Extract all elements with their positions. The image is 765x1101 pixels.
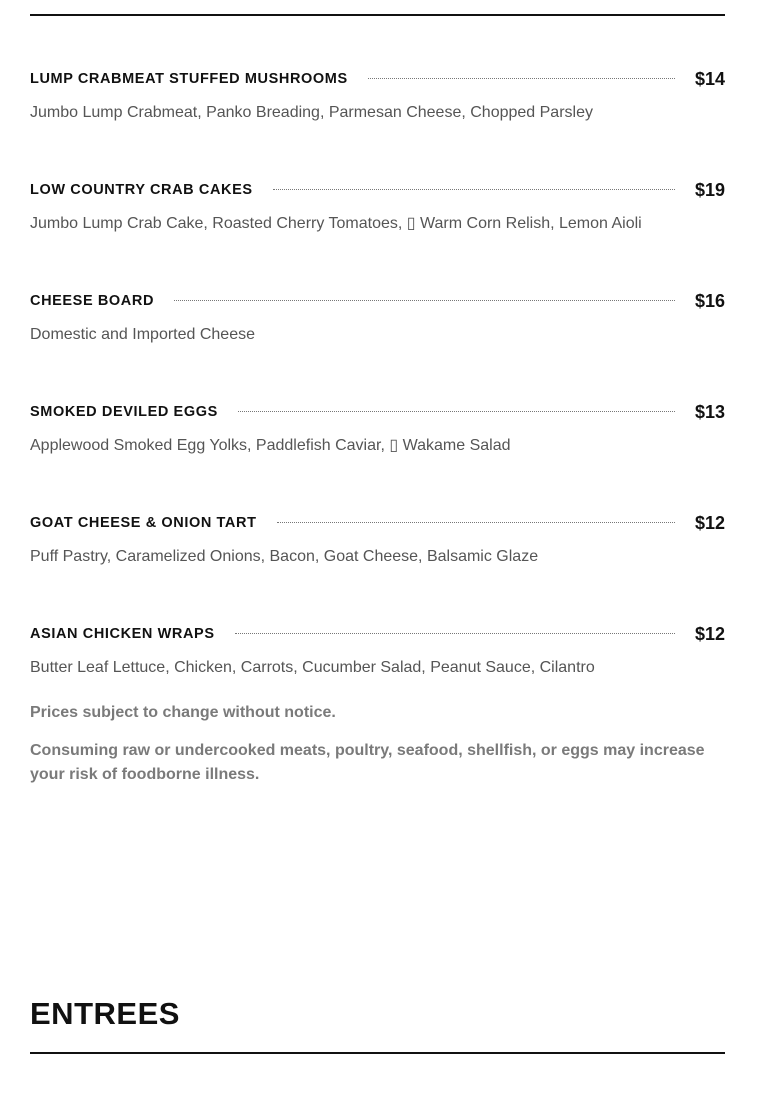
menu-item-name: SMOKED DEVILED EGGS: [30, 404, 218, 420]
menu-item: [30, 67, 725, 178]
menu-item-header: [30, 178, 725, 202]
menu-item: [30, 178, 725, 289]
price-notice: Prices subject to change without notice.: [30, 704, 336, 721]
menu-item-description: Butter Leaf Lettuce, Chicken, Carrots, Cucumber Salad, Peanut Sauce, Cilantro: [30, 659, 595, 676]
menu-item-price: $16: [694, 290, 725, 311]
dotted-leader: [273, 189, 675, 190]
menu-item-description: Domestic and Imported Cheese: [30, 326, 255, 343]
menu-item-header: [30, 511, 725, 535]
dotted-leader: [368, 78, 675, 79]
section-title-entrees: ENTREES: [30, 996, 180, 1031]
menu-item: [30, 511, 725, 622]
menu-item-description: Applewood Smoked Egg Yolks, Paddlefish Caviar, ▯ Wakame Salad: [30, 437, 511, 454]
menu-item-header: [30, 67, 725, 91]
menu-item-price: $12: [694, 623, 725, 644]
health-advisory: Consuming raw or undercooked meats, poultry, seafood, shellfish, or eggs may increase your risk of foodborne illness.: [30, 742, 705, 783]
appetizer-list: [30, 67, 725, 733]
top-divider: [30, 14, 725, 16]
dotted-leader: [238, 411, 675, 412]
menu-item-price: $12: [694, 512, 725, 533]
menu-item-name: ASIAN CHICKEN WRAPS: [30, 626, 215, 642]
menu-item-header: [30, 400, 725, 424]
dotted-leader: [174, 300, 675, 301]
menu-item-description: Jumbo Lump Crabmeat, Panko Breading, Parmesan Cheese, Chopped Parsley: [30, 104, 593, 121]
menu-item-header: [30, 622, 725, 646]
menu-item-name: LOW COUNTRY CRAB CAKES: [30, 182, 253, 198]
dotted-leader: [277, 522, 675, 523]
menu-item-price: $14: [694, 68, 725, 89]
menu-item-header: [30, 289, 725, 313]
menu-item-price: $19: [694, 179, 725, 200]
menu-item-name: CHEESE BOARD: [30, 293, 155, 309]
menu-item-name: GOAT CHEESE & ONION TART: [30, 515, 257, 531]
menu-item: [30, 289, 725, 400]
section-divider: [30, 1052, 725, 1054]
menu-item-name: LUMP CRABMEAT STUFFED MUSHROOMS: [30, 71, 348, 87]
menu-item: [30, 400, 725, 511]
menu-item-description: Jumbo Lump Crab Cake, Roasted Cherry Tomatoes, ▯ Warm Corn Relish, Lemon Aioli: [30, 215, 642, 232]
dotted-leader: [235, 633, 675, 634]
menu-item-description: Puff Pastry, Caramelized Onions, Bacon, Goat Cheese, Balsamic Glaze: [30, 548, 539, 565]
menu-item-price: $13: [694, 401, 725, 422]
